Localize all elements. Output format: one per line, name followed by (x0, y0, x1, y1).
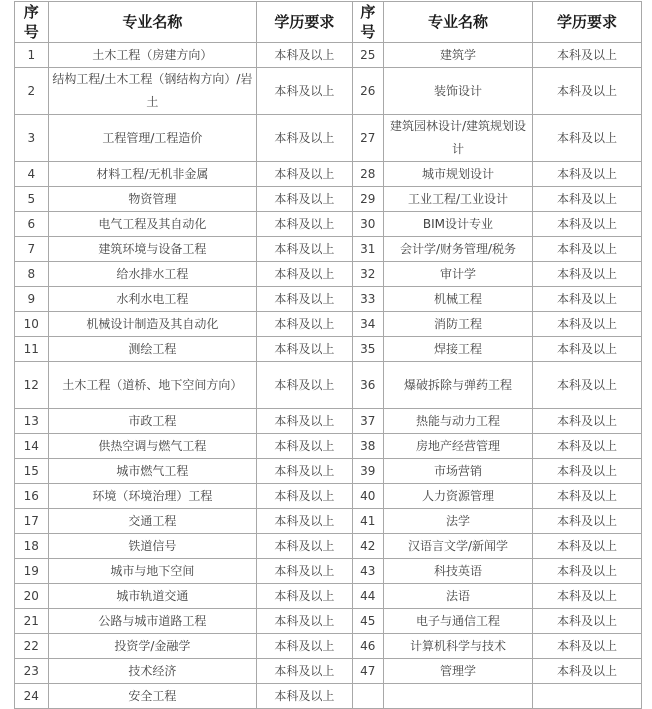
right-serial-cell: 27 (352, 115, 383, 162)
right-major-name-cell: 会计学/财务管理/税务 (384, 237, 533, 262)
left-major-name-cell: 机械设计制造及其自动化 (48, 312, 257, 337)
left-serial-cell: 12 (15, 362, 49, 409)
left-major-name-cell: 市政工程 (48, 409, 257, 434)
right-education-cell: 本科及以上 (532, 434, 641, 459)
right-education-cell: 本科及以上 (532, 237, 641, 262)
right-major-name-cell: 消防工程 (384, 312, 533, 337)
left-education-cell: 本科及以上 (257, 409, 352, 434)
left-serial-cell: 11 (15, 337, 49, 362)
right-serial-cell: 25 (352, 43, 383, 68)
right-education-cell (532, 684, 641, 709)
right-serial-cell (352, 684, 383, 709)
left-education-cell: 本科及以上 (257, 187, 352, 212)
table-body (15, 43, 642, 709)
left-education-cell: 本科及以上 (257, 115, 352, 162)
left-serial-cell: 8 (15, 262, 49, 287)
table-row (15, 337, 642, 362)
right-major-name-cell: 市场营销 (384, 459, 533, 484)
left-major-name-cell: 公路与城市道路工程 (48, 609, 257, 634)
left-serial-cell: 14 (15, 434, 49, 459)
left-education-cell: 本科及以上 (257, 68, 352, 115)
left-major-name-cell: 电气工程及其自动化 (48, 212, 257, 237)
table-row (15, 162, 642, 187)
right-major-name-cell: 审计学 (384, 262, 533, 287)
right-major-name-cell: 法学 (384, 509, 533, 534)
table-row (15, 684, 642, 709)
right-major-name-cell: 管理学 (384, 659, 533, 684)
left-major-name-cell: 环境（环境治理）工程 (48, 484, 257, 509)
left-education-cell: 本科及以上 (257, 262, 352, 287)
left-education-cell: 本科及以上 (257, 684, 352, 709)
left-education-cell: 本科及以上 (257, 584, 352, 609)
left-serial-cell: 17 (15, 509, 49, 534)
right-serial-cell: 37 (352, 409, 383, 434)
left-serial-cell: 20 (15, 584, 49, 609)
right-education-cell: 本科及以上 (532, 287, 641, 312)
right-education-cell: 本科及以上 (532, 337, 641, 362)
table-header-row (15, 2, 642, 43)
left-major-name-cell: 工程管理/工程造价 (48, 115, 257, 162)
right-education-cell: 本科及以上 (532, 634, 641, 659)
left-education-cell: 本科及以上 (257, 162, 352, 187)
right-education-cell: 本科及以上 (532, 68, 641, 115)
left-major-name-cell: 水利水电工程 (48, 287, 257, 312)
left-education-cell: 本科及以上 (257, 287, 352, 312)
left-education-cell: 本科及以上 (257, 237, 352, 262)
right-major-name-cell: 焊接工程 (384, 337, 533, 362)
left-serial-cell: 18 (15, 534, 49, 559)
left-major-name-cell: 测绘工程 (48, 337, 257, 362)
right-serial-cell: 38 (352, 434, 383, 459)
table-row (15, 409, 642, 434)
left-major-name-cell: 交通工程 (48, 509, 257, 534)
right-major-name-cell: 装饰设计 (384, 68, 533, 115)
right-serial-cell: 33 (352, 287, 383, 312)
table-row (15, 312, 642, 337)
left-education-cell: 本科及以上 (257, 459, 352, 484)
left-education-cell: 本科及以上 (257, 434, 352, 459)
right-serial-cell: 39 (352, 459, 383, 484)
header-serial-right: 序号 (352, 2, 383, 43)
left-serial-cell: 3 (15, 115, 49, 162)
left-major-name-cell: 投资学/金融学 (48, 634, 257, 659)
left-major-name-cell: 安全工程 (48, 684, 257, 709)
table-row (15, 634, 642, 659)
left-serial-cell: 23 (15, 659, 49, 684)
right-serial-cell: 28 (352, 162, 383, 187)
right-major-name-cell (384, 684, 533, 709)
left-serial-cell: 9 (15, 287, 49, 312)
table-row (15, 187, 642, 212)
right-serial-cell: 41 (352, 509, 383, 534)
right-major-name-cell: 汉语言文学/新闻学 (384, 534, 533, 559)
left-major-name-cell: 物资管理 (48, 187, 257, 212)
right-serial-cell: 42 (352, 534, 383, 559)
right-serial-cell: 30 (352, 212, 383, 237)
left-serial-cell: 7 (15, 237, 49, 262)
left-major-name-cell: 城市轨道交通 (48, 584, 257, 609)
right-major-name-cell: 电子与通信工程 (384, 609, 533, 634)
right-serial-cell: 40 (352, 484, 383, 509)
table-row (15, 659, 642, 684)
right-education-cell: 本科及以上 (532, 459, 641, 484)
left-serial-cell: 15 (15, 459, 49, 484)
left-serial-cell: 24 (15, 684, 49, 709)
right-education-cell: 本科及以上 (532, 659, 641, 684)
left-education-cell: 本科及以上 (257, 634, 352, 659)
right-major-name-cell: BIM设计专业 (384, 212, 533, 237)
left-serial-cell: 4 (15, 162, 49, 187)
right-major-name-cell: 工业工程/工业设计 (384, 187, 533, 212)
right-education-cell: 本科及以上 (532, 484, 641, 509)
right-major-name-cell: 法语 (384, 584, 533, 609)
right-education-cell: 本科及以上 (532, 362, 641, 409)
right-education-cell: 本科及以上 (532, 162, 641, 187)
right-education-cell: 本科及以上 (532, 409, 641, 434)
right-major-name-cell: 计算机科学与技术 (384, 634, 533, 659)
right-serial-cell: 35 (352, 337, 383, 362)
right-serial-cell: 29 (352, 187, 383, 212)
header-major-right: 专业名称 (384, 2, 533, 43)
left-serial-cell: 22 (15, 634, 49, 659)
left-serial-cell: 13 (15, 409, 49, 434)
left-major-name-cell: 土木工程（房建方向） (48, 43, 257, 68)
right-serial-cell: 26 (352, 68, 383, 115)
right-serial-cell: 43 (352, 559, 383, 584)
right-serial-cell: 34 (352, 312, 383, 337)
header-serial-left: 序号 (15, 2, 49, 43)
header-education-left: 学历要求 (257, 2, 352, 43)
left-serial-cell: 2 (15, 68, 49, 115)
right-education-cell: 本科及以上 (532, 187, 641, 212)
table-row (15, 115, 642, 162)
right-major-name-cell: 建筑园林设计/建筑规划设计 (384, 115, 533, 162)
right-major-name-cell: 机械工程 (384, 287, 533, 312)
left-education-cell: 本科及以上 (257, 212, 352, 237)
left-education-cell: 本科及以上 (257, 509, 352, 534)
left-serial-cell: 16 (15, 484, 49, 509)
table-row (15, 237, 642, 262)
right-education-cell: 本科及以上 (532, 609, 641, 634)
table-row (15, 509, 642, 534)
left-education-cell: 本科及以上 (257, 609, 352, 634)
right-education-cell: 本科及以上 (532, 509, 641, 534)
right-education-cell: 本科及以上 (532, 43, 641, 68)
right-serial-cell: 31 (352, 237, 383, 262)
table-row (15, 534, 642, 559)
table-row (15, 484, 642, 509)
majors-table (14, 1, 642, 709)
left-major-name-cell: 技术经济 (48, 659, 257, 684)
right-serial-cell: 32 (352, 262, 383, 287)
right-major-name-cell: 爆破拆除与弹药工程 (384, 362, 533, 409)
left-major-name-cell: 供热空调与燃气工程 (48, 434, 257, 459)
right-serial-cell: 46 (352, 634, 383, 659)
right-major-name-cell: 人力资源管理 (384, 484, 533, 509)
left-education-cell: 本科及以上 (257, 659, 352, 684)
table-row (15, 609, 642, 634)
right-major-name-cell: 建筑学 (384, 43, 533, 68)
right-education-cell: 本科及以上 (532, 584, 641, 609)
right-major-name-cell: 城市规划设计 (384, 162, 533, 187)
header-education-right: 学历要求 (532, 2, 641, 43)
right-education-cell: 本科及以上 (532, 262, 641, 287)
left-education-cell: 本科及以上 (257, 337, 352, 362)
right-education-cell: 本科及以上 (532, 534, 641, 559)
table-row (15, 43, 642, 68)
right-education-cell: 本科及以上 (532, 212, 641, 237)
left-major-name-cell: 铁道信号 (48, 534, 257, 559)
header-major-left: 专业名称 (48, 2, 257, 43)
table-row (15, 212, 642, 237)
left-major-name-cell: 城市燃气工程 (48, 459, 257, 484)
right-major-name-cell: 科技英语 (384, 559, 533, 584)
right-education-cell: 本科及以上 (532, 115, 641, 162)
left-serial-cell: 10 (15, 312, 49, 337)
left-serial-cell: 21 (15, 609, 49, 634)
right-major-name-cell: 热能与动力工程 (384, 409, 533, 434)
right-serial-cell: 47 (352, 659, 383, 684)
right-major-name-cell: 房地产经营管理 (384, 434, 533, 459)
left-major-name-cell: 建筑环境与设备工程 (48, 237, 257, 262)
right-serial-cell: 44 (352, 584, 383, 609)
right-serial-cell: 45 (352, 609, 383, 634)
table-row (15, 459, 642, 484)
left-education-cell: 本科及以上 (257, 362, 352, 409)
left-major-name-cell: 结构工程/土木工程（钢结构方向）/岩土 (48, 68, 257, 115)
left-major-name-cell: 给水排水工程 (48, 262, 257, 287)
left-serial-cell: 5 (15, 187, 49, 212)
left-education-cell: 本科及以上 (257, 559, 352, 584)
table-row (15, 362, 642, 409)
left-major-name-cell: 材料工程/无机非金属 (48, 162, 257, 187)
left-major-name-cell: 土木工程（道桥、地下空间方向） (48, 362, 257, 409)
left-serial-cell: 19 (15, 559, 49, 584)
table-row (15, 584, 642, 609)
left-education-cell: 本科及以上 (257, 312, 352, 337)
left-education-cell: 本科及以上 (257, 43, 352, 68)
table-row (15, 434, 642, 459)
table-row (15, 68, 642, 115)
right-education-cell: 本科及以上 (532, 559, 641, 584)
left-serial-cell: 1 (15, 43, 49, 68)
table-row (15, 559, 642, 584)
left-major-name-cell: 城市与地下空间 (48, 559, 257, 584)
table-row (15, 287, 642, 312)
left-serial-cell: 6 (15, 212, 49, 237)
right-education-cell: 本科及以上 (532, 312, 641, 337)
right-serial-cell: 36 (352, 362, 383, 409)
table-row (15, 262, 642, 287)
left-education-cell: 本科及以上 (257, 534, 352, 559)
left-education-cell: 本科及以上 (257, 484, 352, 509)
